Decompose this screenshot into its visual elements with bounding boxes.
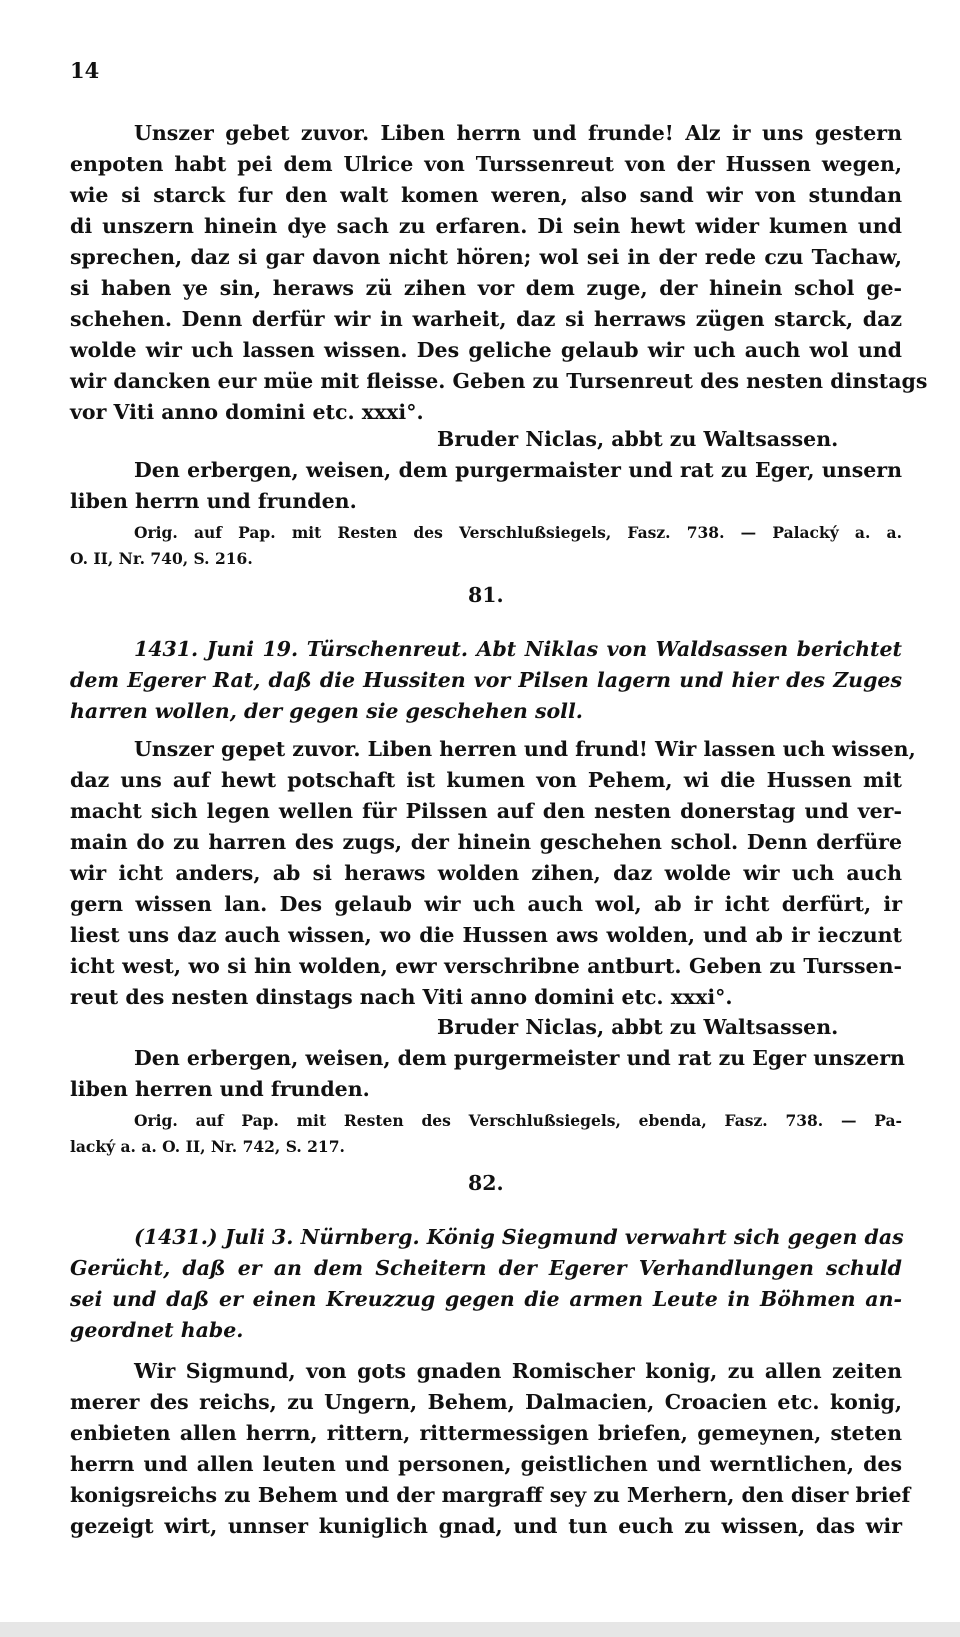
heading-line: Gerücht, daß er an dem Scheitern der Egerer Verhandlungen schuld [70,1256,902,1280]
page-bottom-edge [0,1622,960,1637]
heading-line: geordnet habe. [70,1318,244,1342]
body-line: wir dancken eur müe mit fleisse. Geben zu Tursenreut des nesten dinstags [70,369,928,393]
heading-line: dem Egerer Rat, daß die Hussiten vor Pilsen lagern und hier des Zuges [70,668,902,692]
body-line: daz uns auf hewt potschaft ist kumen von Pehem, wi die Hussen mit [70,768,902,792]
body-line: Wir Sigmund, von gots gnaden Romischer konig, zu allen zeiten [134,1359,902,1383]
doc80-source-note [70,520,902,572]
doc82-number: 82. [468,1171,504,1195]
address-line: liben herrn und frunden. [70,489,357,513]
body-line: sprechen, daz si gar davon nicht hören; wol sei in der rede czu Tachaw, [70,245,902,269]
doc81-number: 81. [468,583,504,607]
body-line: konigsreichs zu Behem und der margraff sey zu Merhern, den diser brief [70,1483,911,1507]
body-line: gezeigt wirt, unnser kuniglich gnad, und tun euch zu wissen, das wir [70,1514,902,1538]
body-line: schehen. Denn derfür wir in warheit, daz si herraws zügen starck, daz [70,307,902,331]
doc80-body [70,118,928,428]
doc81-source-note [70,1108,902,1160]
heading-line: harren wollen, der gegen sie geschehen soll. [70,699,583,723]
doc82-heading [70,1222,902,1346]
doc81-body [70,734,916,1013]
body-line: gern wissen lan. Des gelaub wir uch auch wol, ab ir icht derfürt, ir [70,892,902,916]
heading-line: 1431. Juni 19. Türschenreut. Abt Niklas von Waldsassen berichtet [134,637,902,661]
heading-line: sei und daß er einen Kreuzzug gegen die armen Leute in Böhmen an- [70,1287,902,1311]
doc82-body [70,1356,911,1542]
note-line: lacký a. a. O. II, Nr. 742, S. 217. [70,1137,345,1156]
doc81-heading [70,634,902,727]
body-line: si haben ye sin, heraws zü zihen vor dem zuge, der hinein schol ge- [70,276,902,300]
note-line: O. II, Nr. 740, S. 216. [70,549,253,568]
body-line: wolde wir uch lassen wissen. Des geliche gelaub wir uch auch wol und [70,338,902,362]
body-line: wir icht anders, ab si heraws wolden zihen, daz wolde wir uch auch [70,861,902,885]
doc81-signature: Bruder Niclas, abbt zu Waltsassen. [437,1015,839,1039]
heading-line: (1431.) Juli 3. Nürnberg. König Siegmund verwahrt sich gegen das [134,1225,904,1249]
address-line: Den erbergen, weisen, dem purgermeister und rat zu Eger unszern [134,1046,905,1070]
body-line: main do zu harren des zugs, der hinein geschehen schol. Denn derfüre [70,830,902,854]
note-line: Orig. auf Pap. mit Resten des Verschlußsiegels, ebenda, Fasz. 738. — Pa- [134,1111,902,1130]
body-line: Unszer gebet zuvor. Liben herrn und frunde! Alz ir uns gestern [134,121,902,145]
body-line: vor Viti anno domini etc. xxxi°. [70,400,424,424]
body-line: di unszern hinein dye sach zu erfaren. Di sein hewt wider kumen und [70,214,902,238]
body-line: icht west, wo si hin wolden, ewr verschribne antburt. Geben zu Turssen- [70,954,902,978]
doc80-signature: Bruder Niclas, abbt zu Waltsassen. [437,427,839,451]
doc80-address [70,455,902,517]
body-line: merer des reichs, zu Ungern, Behem, Dalmacien, Croacien etc. konig, [70,1390,902,1414]
body-line: enpoten habt pei dem Ulrice von Turssenreut von der Hussen wegen, [70,152,902,176]
address-line: Den erbergen, weisen, dem purgermaister und rat zu Eger, unsern [134,458,902,482]
note-line: Orig. auf Pap. mit Resten des Verschlußsiegels, Fasz. 738. — Palacký a. a. [134,523,902,542]
page-number: 14 [70,58,100,83]
body-line: liest uns daz auch wissen, wo die Hussen aws wolden, und ab ir ieczunt [70,923,902,947]
doc81-address [70,1043,905,1105]
body-line: enbieten allen herrn, rittern, rittermessigen briefen, gemeynen, steten [70,1421,902,1445]
address-line: liben herren und frunden. [70,1077,370,1101]
body-line: macht sich legen wellen für Pilssen auf den nesten donerstag und ver- [70,799,902,823]
body-line: wie si starck fur den walt komen weren, also sand wir von stundan [70,183,902,207]
body-line: reut des nesten dinstags nach Viti anno domini etc. xxxi°. [70,985,733,1009]
body-line: Unszer gepet zuvor. Liben herren und frund! Wir lassen uch wissen, [134,737,916,761]
body-line: herrn und allen leuten und personen, geistlichen und werntlichen, des [70,1452,902,1476]
